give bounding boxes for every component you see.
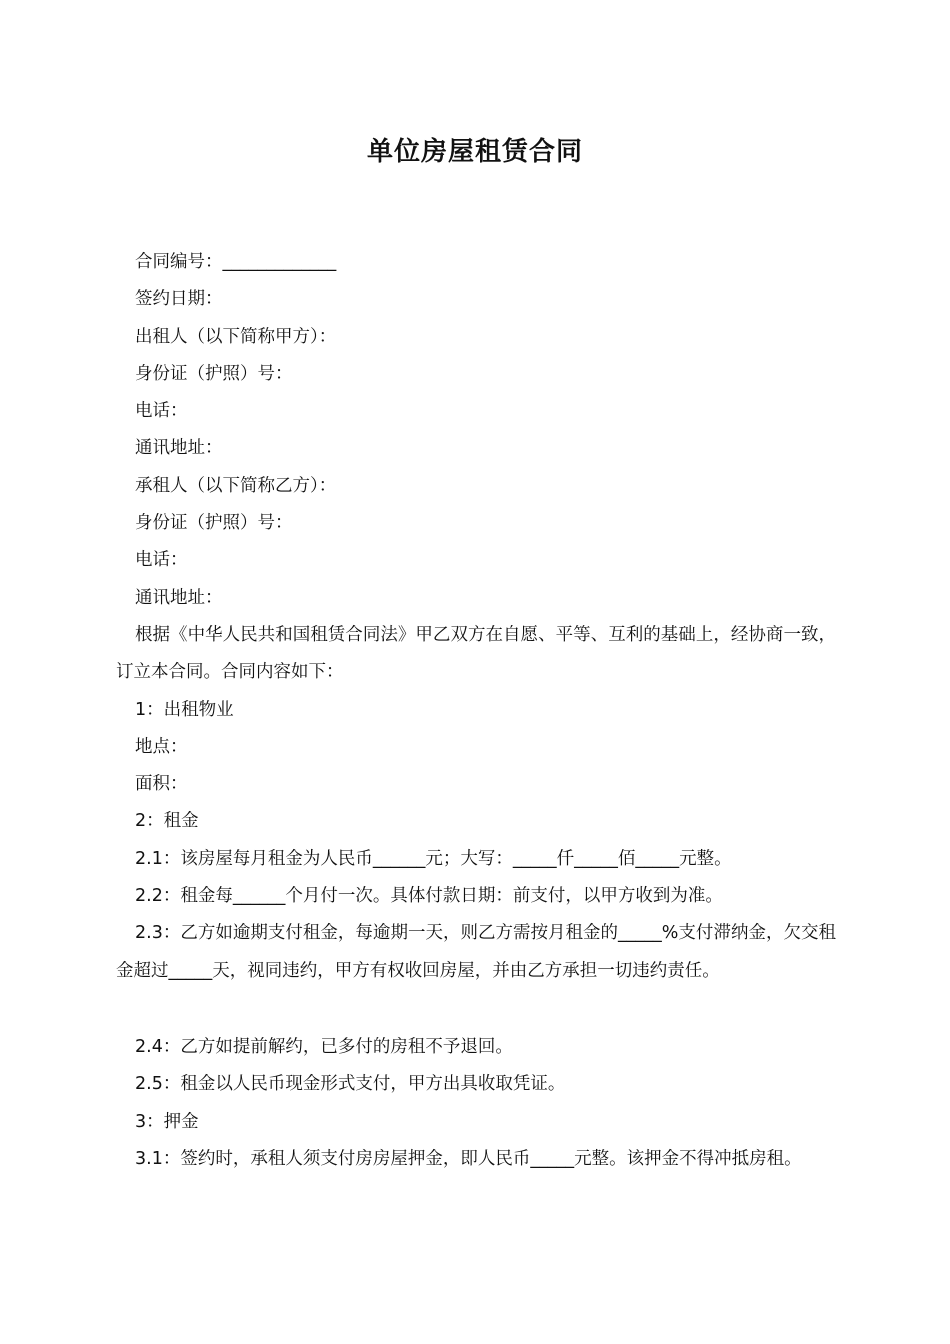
document-title: 单位房屋租赁合同 xyxy=(366,137,583,167)
clause-2-3: 2.3：乙方如逾期支付租金，每逾期一天，则乙方需按月租金的_____%支付滞纳金，欠交租金超过_____天，视同违约，甲方有权收回房屋，并由乙方承担一切违约责任。 xyxy=(116,923,836,981)
clause-2-2: 2.2：租金每______个月付一次。具体付款日期：前支付，以甲方收到为准。 xyxy=(135,886,723,907)
sign-date-line: 签约日期： xyxy=(135,289,223,310)
intro-paragraph: 根据《中华人民共和国租赁合同法》甲乙双方在自愿、平等、互利的基础上，经协商一致，订立本合同。合同内容如下： xyxy=(116,624,836,683)
section-3-heading: 3：押金 xyxy=(135,1111,199,1132)
lessor-phone-line: 电话： xyxy=(135,401,188,422)
section-2-heading: 2：租金 xyxy=(135,811,199,832)
location-line: 地点： xyxy=(135,736,188,757)
lessee-address-line: 通讯地址： xyxy=(135,587,223,608)
clause-2-4: 2.4：乙方如提前解约，已多付的房租不予退回。 xyxy=(135,1036,513,1057)
lessee-line: 承租人（以下简称乙方）： xyxy=(135,475,337,496)
lessor-address-line: 通讯地址： xyxy=(135,438,223,459)
section-1-heading: 1：出租物业 xyxy=(135,699,234,720)
lessee-phone-line: 电话： xyxy=(135,550,188,571)
document-body xyxy=(116,244,836,1178)
paragraph-spacer xyxy=(116,990,836,1029)
lessee-id-line: 身份证（护照）号： xyxy=(135,513,293,534)
clause-2-5: 2.5：租金以人民币现金形式支付，甲方出具收取凭证。 xyxy=(135,1074,566,1095)
lessor-line: 出租人（以下简称甲方）： xyxy=(135,326,337,347)
contract-number-line: 合同编号：_____________ xyxy=(135,252,337,272)
lessor-id-line: 身份证（护照）号： xyxy=(135,363,293,384)
area-line: 面积： xyxy=(135,774,188,795)
clause-2-1: 2.1：该房屋每月租金为人民币______元；大写：_____仟_____佰_____元整。 xyxy=(135,848,732,869)
clause-3-1: 3.1：签约时，承租人须支付房房屋押金，即人民币_____元整。该押金不得冲抵房租。 xyxy=(135,1148,802,1169)
